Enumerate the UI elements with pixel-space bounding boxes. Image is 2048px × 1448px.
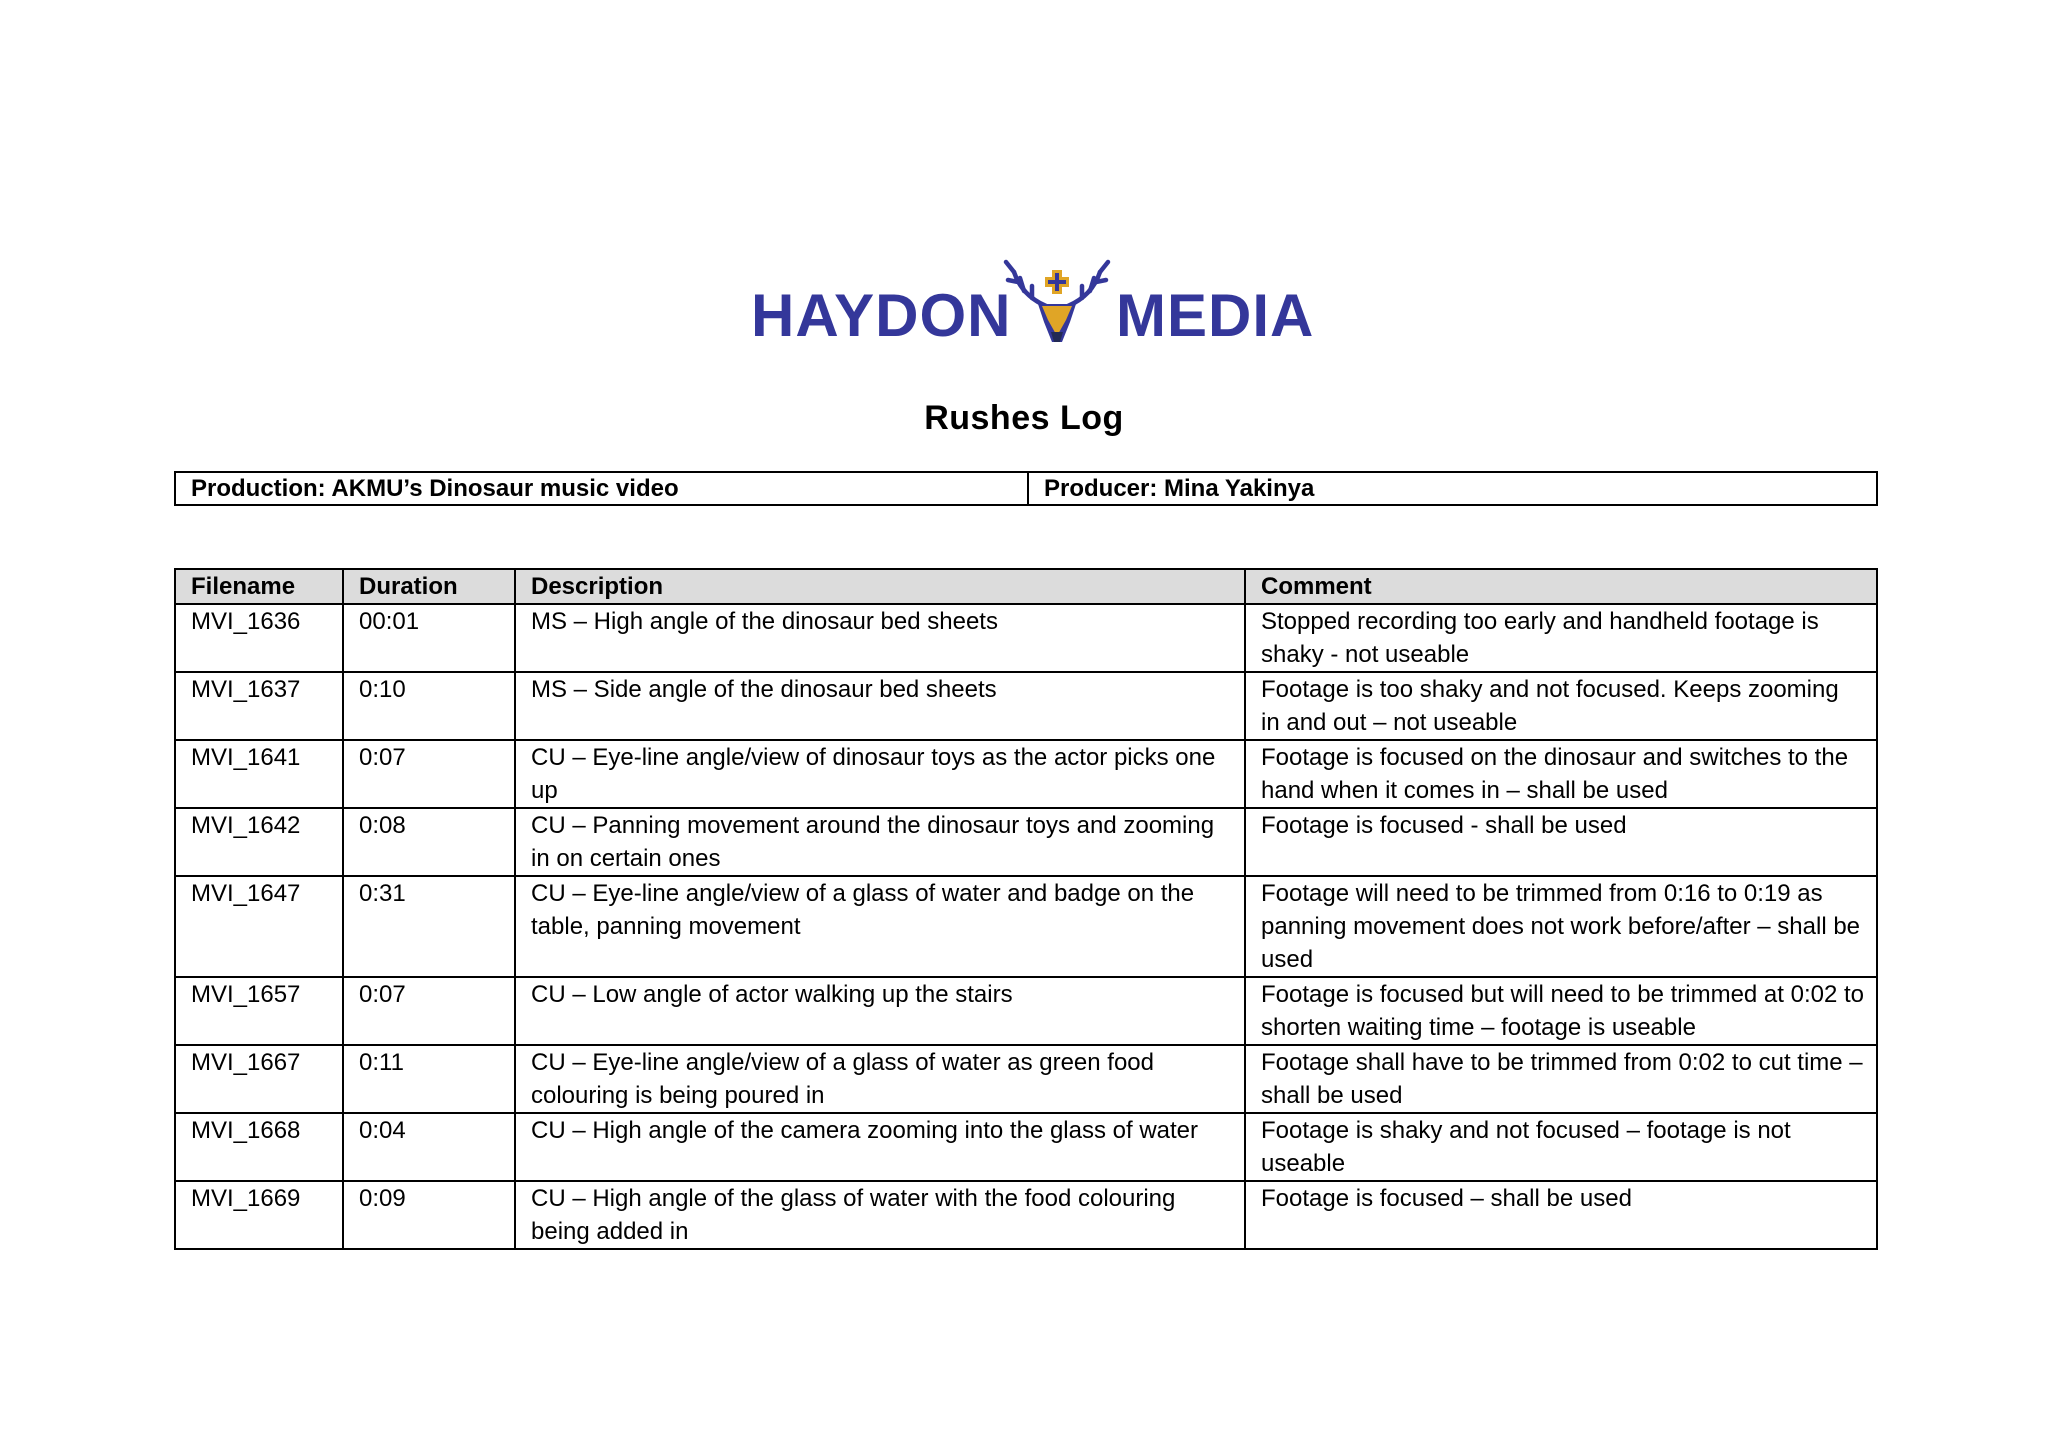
table-row (175, 740, 1877, 808)
table-row (175, 604, 1877, 672)
logo-word-haydon: HAYDON (751, 282, 1012, 349)
duration-cell: 0:31 (343, 876, 515, 977)
filename-cell: MVI_1657 (175, 977, 343, 1045)
production-info-table (174, 471, 1878, 506)
haydon-media-logo (740, 248, 1320, 358)
description-cell: MS – High angle of the dinosaur bed sheets (515, 604, 1245, 672)
producer-cell: Producer: Mina Yakinya (1028, 472, 1877, 505)
table-row (175, 1045, 1877, 1113)
table-header-row (175, 569, 1877, 604)
filename-cell: MVI_1637 (175, 672, 343, 740)
description-cell: CU – Eye-line angle/view of a glass of water and badge on the table, panning movement (515, 876, 1245, 977)
table-row (175, 1113, 1877, 1181)
production-info-row (175, 472, 1877, 505)
logo-word-media: MEDIA (1116, 282, 1315, 349)
column-header-duration: Duration (343, 569, 515, 604)
duration-cell: 0:09 (343, 1181, 515, 1249)
duration-cell: 0:11 (343, 1045, 515, 1113)
filename-cell: MVI_1642 (175, 808, 343, 876)
description-cell: CU – Eye-line angle/view of a glass of water as green food colouring is being poured in (515, 1045, 1245, 1113)
duration-cell: 0:04 (343, 1113, 515, 1181)
filename-cell: MVI_1647 (175, 876, 343, 977)
comment-cell: Footage is focused but will need to be trimmed at 0:02 to shorten waiting time – footage is useable (1245, 977, 1877, 1045)
table-row (175, 1181, 1877, 1249)
description-cell: CU – Low angle of actor walking up the stairs (515, 977, 1245, 1045)
filename-cell: MVI_1667 (175, 1045, 343, 1113)
description-cell: CU – Eye-line angle/view of dinosaur toys as the actor picks one up (515, 740, 1245, 808)
duration-cell: 0:07 (343, 740, 515, 808)
column-header-filename: Filename (175, 569, 343, 604)
description-cell: CU – High angle of the camera zooming into the glass of water (515, 1113, 1245, 1181)
comment-cell: Stopped recording too early and handheld footage is shaky - not useable (1245, 604, 1877, 672)
duration-cell: 00:01 (343, 604, 515, 672)
comment-cell: Footage is focused – shall be used (1245, 1181, 1877, 1249)
comment-cell: Footage is focused - shall be used (1245, 808, 1877, 876)
document-title: Rushes Log (924, 399, 1124, 437)
rushes-log-table (174, 568, 1878, 1250)
comment-cell: Footage is too shaky and not focused. Keeps zooming in and out – not useable (1245, 672, 1877, 740)
filename-cell: MVI_1669 (175, 1181, 343, 1249)
table-row (175, 977, 1877, 1045)
column-header-comment: Comment (1245, 569, 1877, 604)
table-row (175, 672, 1877, 740)
description-cell: MS – Side angle of the dinosaur bed sheets (515, 672, 1245, 740)
column-header-description: Description (515, 569, 1245, 604)
filename-cell: MVI_1641 (175, 740, 343, 808)
stag-head-icon (1002, 248, 1112, 348)
description-cell: CU – High angle of the glass of water with the food colouring being added in (515, 1181, 1245, 1249)
production-cell: Production: AKMU’s Dinosaur music video (175, 472, 1028, 505)
duration-cell: 0:10 (343, 672, 515, 740)
duration-cell: 0:08 (343, 808, 515, 876)
filename-cell: MVI_1636 (175, 604, 343, 672)
comment-cell: Footage is shaky and not focused – footage is not useable (1245, 1113, 1877, 1181)
comment-cell: Footage shall have to be trimmed from 0:02 to cut time – shall be used (1245, 1045, 1877, 1113)
description-cell: CU – Panning movement around the dinosaur toys and zooming in on certain ones (515, 808, 1245, 876)
table-row (175, 808, 1877, 876)
comment-cell: Footage is focused on the dinosaur and switches to the hand when it comes in – shall be used (1245, 740, 1877, 808)
table-row (175, 876, 1877, 977)
filename-cell: MVI_1668 (175, 1113, 343, 1181)
duration-cell: 0:07 (343, 977, 515, 1045)
comment-cell: Footage will need to be trimmed from 0:16 to 0:19 as panning movement does not work before/after – shall be used (1245, 876, 1877, 977)
